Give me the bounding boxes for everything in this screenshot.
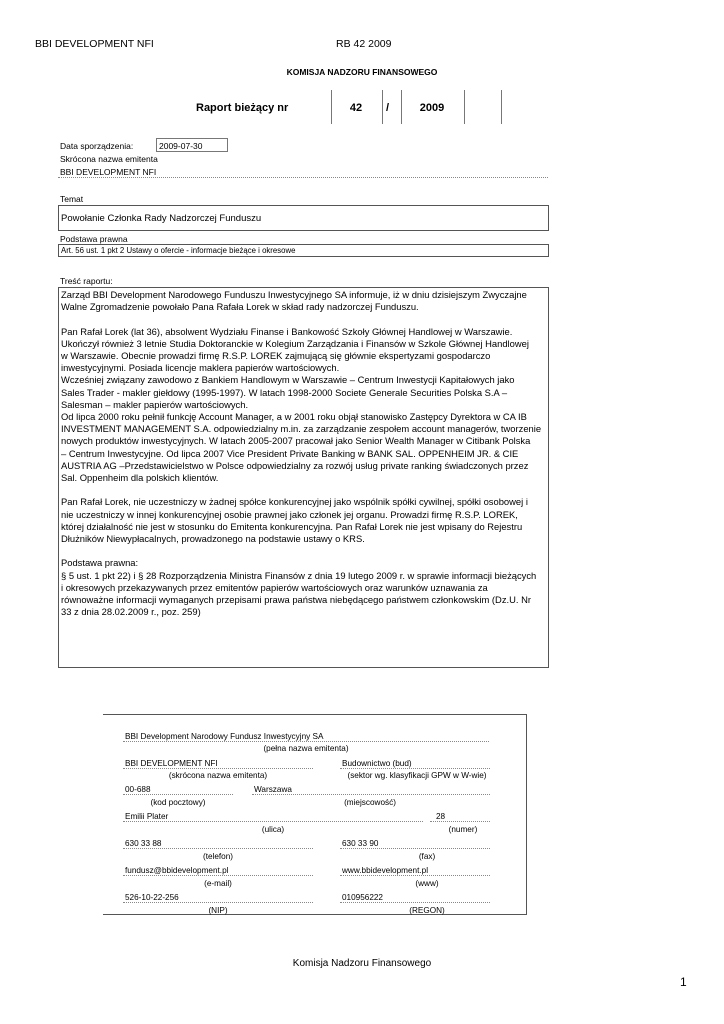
- issuer-value: BBI DEVELOPMENT NFI: [60, 167, 157, 177]
- content-label: Treść raportu:: [60, 276, 113, 286]
- street-number-value: 28: [436, 812, 446, 821]
- sector-value: Budownictwo (bud): [342, 759, 412, 768]
- fax-label: (fax): [418, 852, 436, 861]
- header-report-id: RB 42 2009: [336, 38, 392, 50]
- phone-label: (telefon): [202, 852, 234, 861]
- report-content: Zarząd BBI Development Narodowego Funduszu Inwestycyjnego SA informuje, iż w dniu dzisiejszym Zwyczajne Walne Zgromadzenie powołało Pana Rafała Lorek w skład rady nadzorczej Funduszu. Pan Rafał Lorek (lat 36), absolwent Wydziału Finanse i Bankowość Szkoły Głównej Handlowej w Warszawie. Ukończył również 3 letnie Studia Doktoranckie w Kolegium Zarządzania i Finansów w Szkole Głównej Handlowej w Warszawie. Obecnie prowadzi firmę R.S.P. LOREK zajmującą się głównie ekspertyzami gospodarczo inwestycyjnymi. Posiada licencje maklera papierów wartościowych. Wcześniej związany zawodowo z Bankiem Handlowym w Warszawie – Centrum Inwestycji Kapitałowych jako Sales Trader - makler giełdowy (1995-1997). W latach 1998-2000 Societe Generale Securities Polska S.A – Salesman – makler papierów wartościowych. Od lipca 2000 roku pełnił funkcję Account Manager, a w 2001 roku objął stanowisko Zastępcy Dyrektora w CA IB INVESTMENT MANAGEMENT S.A. odpowiedzialny m.in. za zarządzanie zespołem account managerów, tworzenie nowych produktów inwestycyjnych. W latach 2005-2007 pracował jako Senior Wealth Manager w Citibank Polska – Centrum Inwestycyjne. Od lipca 2007 Vice President Private Banking w BANK SAL. OPPENHEIM JR. & CIE AUSTRIA AG –Przedstawicielstwo w Polsce odpowiedzialny za rozwój usług private ranking świadczonych przez Sal. Oppenheim dla polskich klientów. Pan Rafał Lorek, nie uczestniczy w żadnej spółce konkurencyjnej jako wspólnik spółki cywilnej, spółki osobowej i nie uczestniczy w innej konkurencyjnej osobie prawnej jako członek jej organu. Prowadzi firmę R.S.P. LOREK, której działalność nie jest w stosunku do Emitenta konkurencyjna. Pan Rafał Lorek nie jest wpisany do Rejestru Dłużników Niewypłacalnych, prowadzonego na podstawie ustawy o KRS. Podstawa prawna: § 5 ust. 1 pkt 22) i § 28 Rozporządzenia Ministra Finansów z dnia 19 lutego 2009 r. w sprawie informacji bieżących i okresowych przekazywanych przez emitentów papierów wartościowych oraz warunków uznawania za równoważne informacji wymaganych przepisami prawa państwa niebędącego państwem członkowskim (Dz.U. Nr 33 z dnia 28.02.2009 r., poz. 259): [58, 287, 549, 668]
- fax-value: 630 33 90: [342, 839, 379, 848]
- phone-value: 630 33 88: [125, 839, 162, 848]
- street-value: Emilii Plater: [125, 812, 169, 821]
- sector-line: [340, 768, 490, 769]
- nip-label: (NIP): [208, 906, 228, 915]
- report-number: 42: [349, 102, 363, 114]
- legal-basis-value: Art. 56 ust. 1 pkt 2 Ustawy o ofercie - informacje bieżące i okresowe: [58, 244, 549, 257]
- header-issuer: BBI DEVELOPMENT NFI: [35, 38, 154, 50]
- legal-basis-label: Podstawa prawna: [60, 234, 128, 244]
- full-name-label: (pełna nazwa emitenta): [263, 744, 349, 753]
- subject-value: Powołanie Członka Rady Nadzorczej Funduszu: [58, 205, 549, 231]
- date-value: 2009-07-30: [156, 138, 228, 152]
- postal-code-label: (kod pocztowy): [150, 798, 206, 807]
- short-name-value: BBI DEVELOPMENT NFI: [125, 759, 218, 768]
- regon-label: (REGON): [409, 906, 445, 915]
- nip-value: 526-10-22-256: [125, 893, 179, 902]
- street-label: (ulica): [261, 825, 285, 834]
- short-name-line: [123, 768, 313, 769]
- full-name-value: BBI Development Narodowy Fundusz Inwestycyjny SA: [125, 732, 324, 741]
- page-number: 1: [680, 975, 687, 989]
- footer-authority: Komisja Nadzoru Finansowego: [292, 958, 432, 969]
- postal-code-value: 00-688: [125, 785, 151, 794]
- email-line: [123, 875, 313, 876]
- street-line: [123, 821, 423, 822]
- city-label: (miejscowość): [344, 798, 396, 807]
- city-line: [252, 794, 490, 795]
- date-label: Data sporządzenia:: [60, 141, 134, 151]
- email-value: fundusz@bbidevelopment.pl: [125, 866, 229, 875]
- issuer-label: Skrócona nazwa emitenta: [60, 154, 158, 164]
- regon-line: [340, 902, 490, 903]
- full-name-line: [123, 741, 489, 742]
- regon-value: 010956222: [342, 893, 383, 902]
- report-separator: /: [386, 102, 390, 114]
- street-number-line: [430, 821, 490, 822]
- city-value: Warszawa: [254, 785, 292, 794]
- report-extra-cell: [463, 90, 502, 124]
- authority-title: KOMISJA NADZORU FINANSOWEGO: [286, 67, 438, 77]
- fax-line: [340, 848, 490, 849]
- www-label: (www): [415, 879, 439, 888]
- issuer-separator: [58, 177, 548, 178]
- email-label: (e-mail): [204, 879, 232, 888]
- report-year: 2009: [419, 102, 445, 114]
- phone-line: [123, 848, 313, 849]
- nip-line: [123, 902, 313, 903]
- www-line: [340, 875, 490, 876]
- report-title: Raport bieżący nr: [196, 102, 289, 114]
- subject-label: Temat: [60, 194, 84, 204]
- www-value: www.bbidevelopment.pl: [342, 866, 429, 875]
- postal-code-line: [123, 794, 233, 795]
- sector-label: (sektor wg. klasyfikacji GPW w W-wie): [347, 771, 487, 780]
- short-name-label: (skrócona nazwa emitenta): [168, 771, 268, 780]
- street-number-label: (numer): [448, 825, 478, 834]
